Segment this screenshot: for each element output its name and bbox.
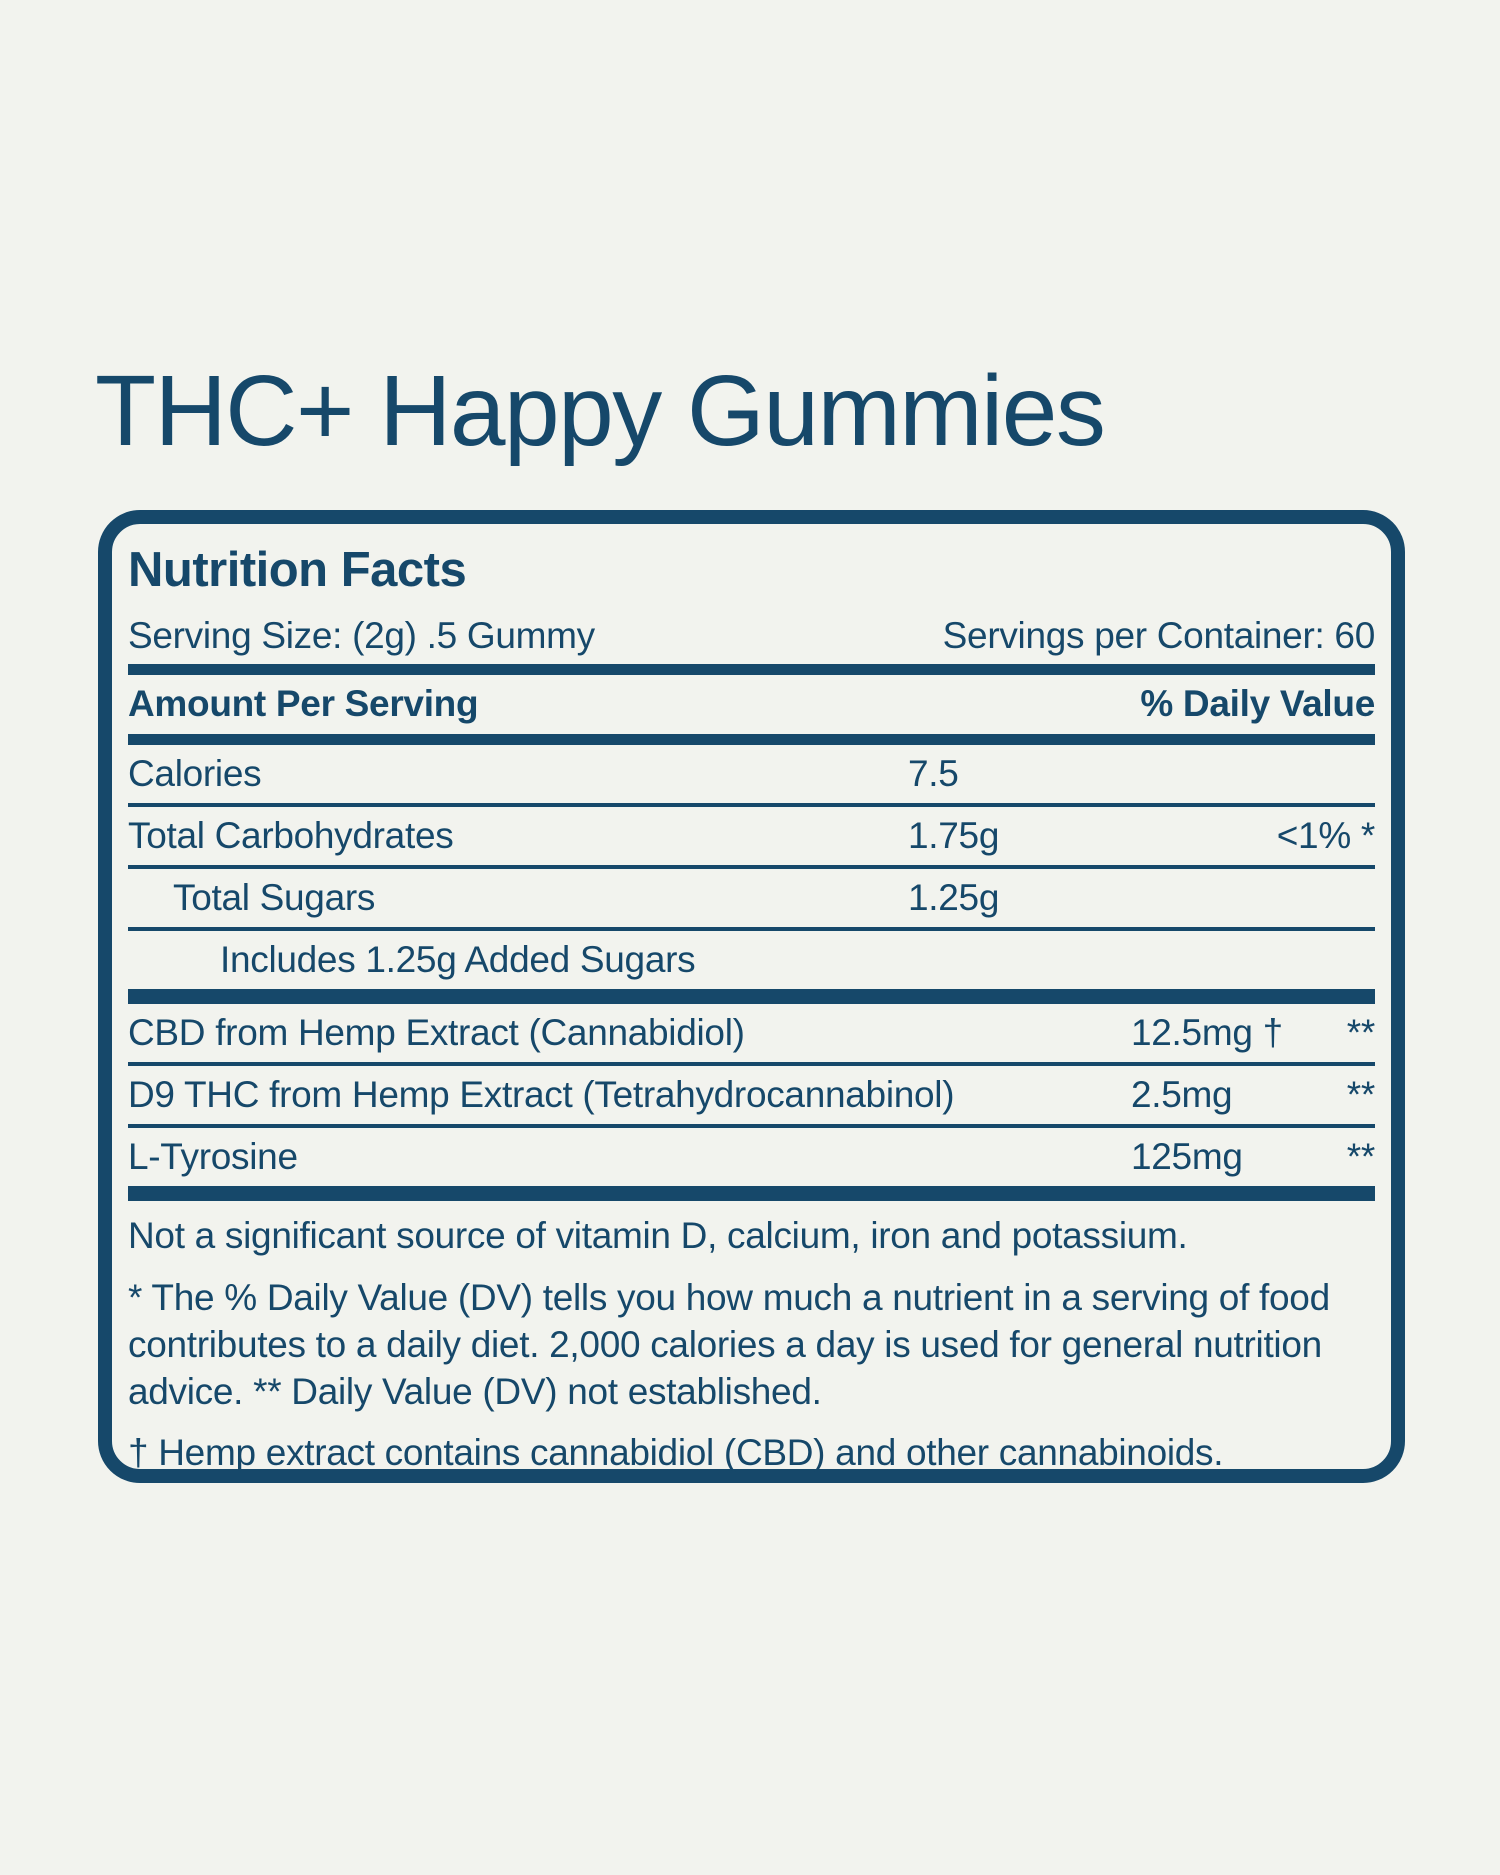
nutrient-name: Total Sugars xyxy=(173,877,376,918)
active-name: CBD from Hemp Extract (Cannabidiol) xyxy=(128,1012,745,1053)
nutrition-facts-heading: Nutrition Facts xyxy=(128,543,467,597)
footnote-hemp-extract: † Hemp extract contains cannabidiol (CBD) and other cannabinoids. xyxy=(128,1432,1224,1473)
nutrient-amount: 1.75g xyxy=(908,815,1000,856)
active-dv: ** xyxy=(1346,1136,1375,1177)
nutrient-row-total-sugars xyxy=(128,869,1375,927)
section-bar-actives-top xyxy=(128,989,1375,1004)
active-amount: 12.5mg † xyxy=(1131,1012,1283,1053)
footnote-daily-value: * The % Daily Value (DV) tells you how much a nutrient in a serving of food contributes to a daily diet. 2,000 calories a day is used for general nutrition advice. ** Daily Value (DV) not established. xyxy=(128,1277,1330,1412)
servings-per-container: Servings per Container: 60 xyxy=(942,615,1375,656)
nutrient-amount: 1.25g xyxy=(908,877,1000,918)
active-amount: 125mg xyxy=(1131,1136,1243,1177)
daily-value-header: % Daily Value xyxy=(1140,683,1375,724)
active-dv: ** xyxy=(1346,1012,1375,1053)
nutrient-name: Includes 1.25g Added Sugars xyxy=(220,939,696,980)
footnotes xyxy=(128,1213,1375,1476)
column-header-row xyxy=(128,675,1375,734)
serving-info-row xyxy=(128,613,1375,659)
nutrient-amount: 7.5 xyxy=(908,753,959,794)
footnote-not-significant: Not a significant source of vitamin D, calcium, iron and potassium. xyxy=(128,1215,1188,1256)
nutrient-name: Total Carbohydrates xyxy=(128,815,454,856)
nutrient-row-calories xyxy=(128,745,1375,803)
amount-per-serving-header: Amount Per Serving xyxy=(128,683,479,724)
divider-bar-top xyxy=(128,664,1375,675)
active-row-d9-thc xyxy=(128,1066,1375,1124)
nutrient-dv: <1% * xyxy=(1276,815,1375,856)
serving-size: Serving Size: (2g) .5 Gummy xyxy=(128,615,595,656)
nutrition-facts-panel xyxy=(98,510,1405,1483)
nutrient-row-carbohydrates xyxy=(128,807,1375,865)
product-title: THC+ Happy Gummies xyxy=(95,355,1105,467)
section-bar-actives-bottom xyxy=(128,1186,1375,1201)
active-name: L-Tyrosine xyxy=(128,1136,298,1177)
divider-bar-header xyxy=(128,734,1375,745)
active-dv: ** xyxy=(1346,1074,1375,1115)
active-amount: 2.5mg xyxy=(1131,1074,1233,1115)
active-row-l-tyrosine xyxy=(128,1128,1375,1186)
nutrient-name: Calories xyxy=(128,753,262,794)
active-row-cbd xyxy=(128,1004,1375,1062)
nutrient-row-added-sugars xyxy=(128,931,1375,989)
active-name: D9 THC from Hemp Extract (Tetrahydrocannabinol) xyxy=(128,1074,955,1115)
